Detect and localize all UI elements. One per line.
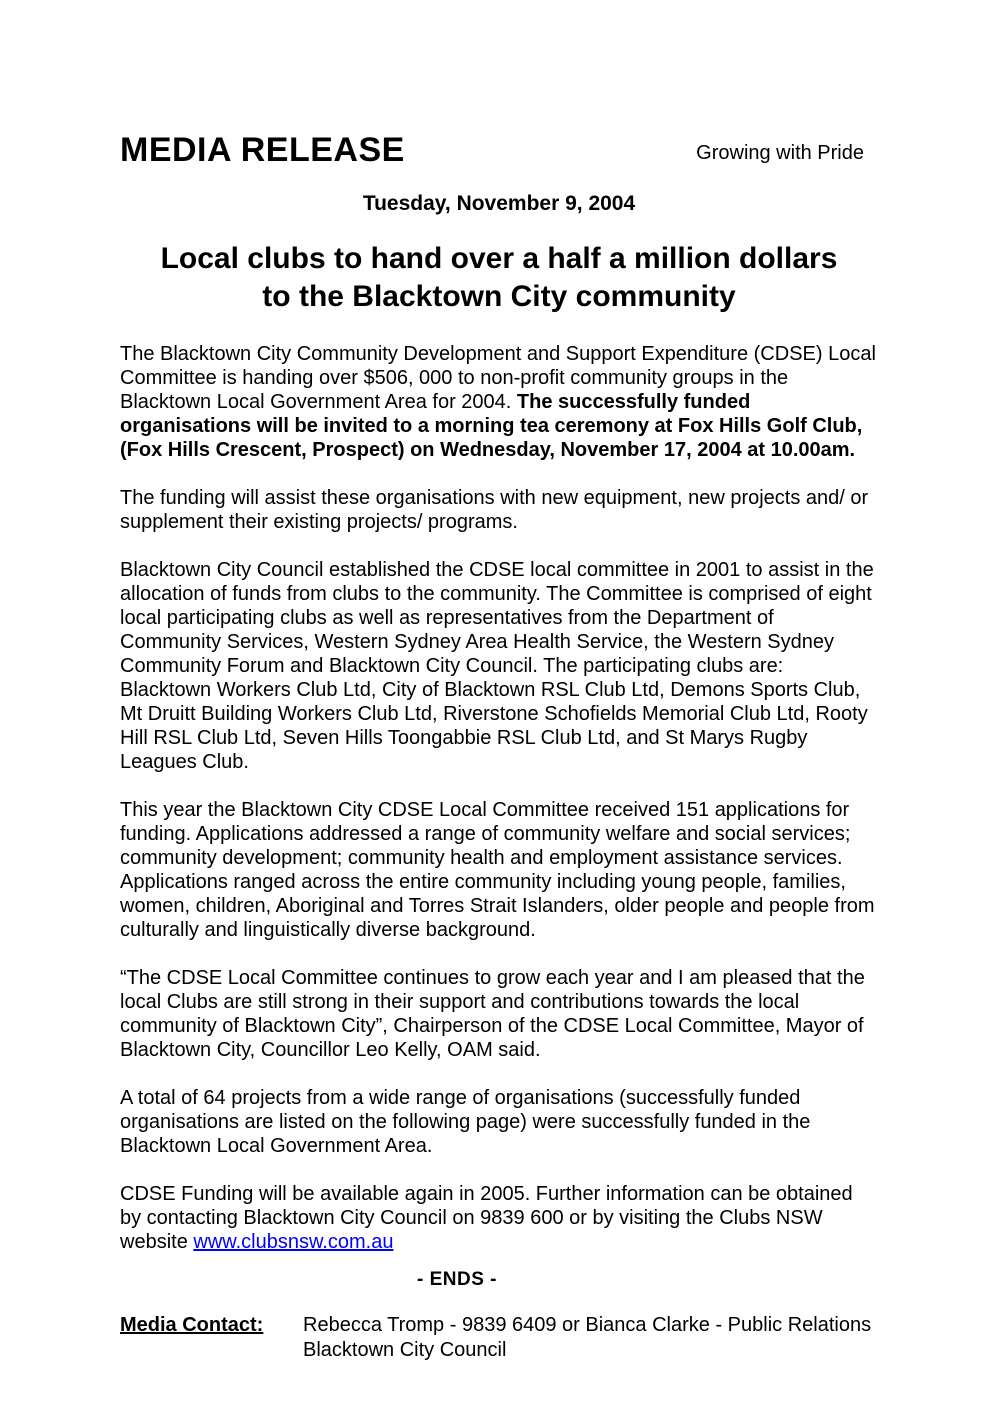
- document-type-heading: MEDIA RELEASE: [120, 131, 405, 169]
- headline-line-2: to the Blacktown City community: [262, 279, 736, 313]
- tagline: Growing with Pride: [696, 142, 864, 164]
- masthead: [120, 130, 878, 171]
- media-contact-line-1: Rebecca Tromp - 9839 6409 or Bianca Clarke - Public Relations: [303, 1313, 872, 1336]
- media-contact-line-2: Blacktown City Council: [303, 1338, 507, 1361]
- paragraph-further-info-text: CDSE Funding will be available again in 2005. Further information can be obtained by contacting Blacktown City Council on 9839 600 or by visiting the Clubs NSW website: [120, 1182, 853, 1253]
- headline: [120, 240, 878, 316]
- paragraph-intro-bold-text: The successfully funded organisations will be invited to a morning tea ceremony at Fox Hills Golf Club, (Fox Hills Crescent, Prospect) on Wednesday, November 17, 2004 at 10.00am.: [120, 390, 863, 461]
- paragraph-chairperson-quote: “The CDSE Local Committee continues to grow each year and I am pleased that the local Clubs are still strong in their support and contributions towards the local community of Blacktown City”, Chairperson of the CDSE Local Committee, Mayor of Blacktown City, Councillor Leo Kelly, OAM said.: [120, 966, 865, 1061]
- headline-line-1: Local clubs to hand over a half a million dollars: [160, 241, 838, 275]
- ends-marker: - ENDS -: [417, 1268, 497, 1290]
- paragraph-intro-normal-text: The Blacktown City Community Development and Support Expenditure (CDSE) Local Committee is handing over $506, 000 to non-profit community groups in the Blacktown Local Government Area for 2004.: [120, 342, 876, 413]
- paragraph-applications: This year the Blacktown City CDSE Local Committee received 151 applications for funding. Applications addressed a range of community welfare and social services; community development; community health and employment assistance services. Applications ranged across the entire community including young people, families, women, children, Aboriginal and Torres Strait Islanders, older people and people from culturally and linguistically diverse background.: [120, 798, 875, 941]
- paragraph-projects-total: A total of 64 projects from a wide range of organisations (successfully funded organisations are listed on the following page) were successfully funded in the Blacktown Local Government Area.: [120, 1086, 811, 1157]
- paragraph-committee-history: Blacktown City Council established the CDSE local committee in 2001 to assist in the allocation of funds from clubs to the community. The Committee is comprised of eight local participating clubs as well as representatives from the Department of Community Services, Western Sydney Area Health Service, the Western Sydney Community Forum and Blacktown City Council. The participating clubs are: Blacktown Workers Club Ltd, City of Blacktown RSL Club Ltd, Demons Sports Club, Mt Druitt Building Workers Club Ltd, Riverstone Schofields Memorial Club Ltd, Rooty Hill RSL Club Ltd, Seven Hills Toongabbie RSL Club Ltd, and St Marys Rugby Leagues Club.: [120, 558, 874, 773]
- paragraph-funding-assist: The funding will assist these organisations with new equipment, new projects and/ or supplement their existing projects/ programs.: [120, 486, 869, 533]
- clubsnsw-website-link[interactable]: www.clubsnsw.com.au: [193, 1230, 394, 1253]
- media-contact-section: [120, 1313, 878, 1363]
- media-contact-info: [303, 1313, 871, 1363]
- media-contact-label: Media Contact:: [120, 1313, 264, 1336]
- paragraph-intro: [120, 342, 878, 462]
- release-date: Tuesday, November 9, 2004: [362, 191, 636, 215]
- paragraph-further-info: [120, 1182, 878, 1254]
